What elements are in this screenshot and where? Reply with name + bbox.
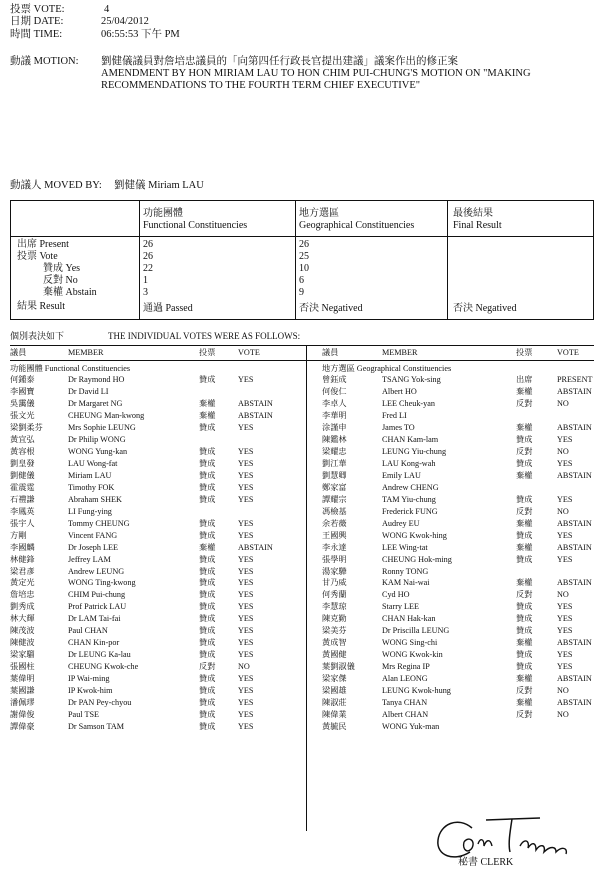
member-name-zh: 黃國健 bbox=[322, 650, 347, 660]
vote-en: NO bbox=[557, 398, 569, 408]
vote-en: YES bbox=[238, 722, 254, 732]
member-name-zh: 霍震霆 bbox=[10, 482, 35, 492]
member-name-zh: 謝偉俊 bbox=[10, 710, 35, 720]
vote-zh: 贊成 bbox=[199, 518, 216, 528]
fc-section-heading: 功能團體 Functional Constituencies bbox=[10, 364, 131, 373]
vote-zh: 贊成 bbox=[199, 650, 216, 660]
member-name-en: Ronny TONG bbox=[382, 566, 429, 576]
gc-column-header-zh: 地方選區 bbox=[299, 208, 339, 219]
member-name-zh: 李慧琼 bbox=[322, 602, 347, 612]
member-name-en: CHEUNG Kwok-che bbox=[68, 662, 139, 672]
member-name-zh: 甘乃威 bbox=[322, 578, 347, 588]
vote-en: ABSTAIN bbox=[238, 542, 273, 552]
mover-name: 劉健儀 Miriam LAU bbox=[114, 180, 204, 191]
member-name-zh: 詹培忠 bbox=[10, 590, 35, 600]
vote-en: YES bbox=[557, 554, 573, 564]
vote-zh: 贊成 bbox=[516, 458, 533, 468]
vote-zh: 棄權 bbox=[516, 518, 533, 528]
vote-en: ABSTAIN bbox=[557, 578, 592, 588]
member-name-en: WONG Kwok-hing bbox=[382, 530, 447, 540]
member-name-en: CHAN Hak-kan bbox=[382, 614, 436, 624]
vote-en: YES bbox=[238, 674, 254, 684]
vote-en: YES bbox=[557, 614, 573, 624]
vote-zh: 贊成 bbox=[516, 554, 533, 564]
member-name-zh: 劉慧卿 bbox=[322, 470, 347, 480]
member-name-en: Emily LAU bbox=[382, 470, 421, 480]
vote-zh: 贊成 bbox=[516, 662, 533, 672]
motion-english-line-1: AMENDMENT BY HON MIRIAM LAU TO HON CHIM PUI-CHUNG'S MOTION ON "MAKING bbox=[101, 68, 531, 79]
member-name-zh: 王國興 bbox=[322, 530, 347, 540]
member-name-en: LEE Wing-tat bbox=[382, 542, 428, 552]
member-name-zh: 梁家傑 bbox=[322, 674, 347, 684]
member-name-en: Dr Joseph LEE bbox=[68, 542, 119, 552]
vote-zh: 反對 bbox=[516, 686, 533, 696]
member-name-zh: 陳淑莊 bbox=[322, 698, 347, 708]
member-name-zh: 梁美芬 bbox=[322, 626, 347, 636]
member-name-en: Jeffrey LAM bbox=[68, 554, 111, 564]
clerk-label: 秘書 CLERK bbox=[458, 857, 514, 868]
member-name-en: Audrey EU bbox=[382, 518, 420, 528]
vote-zh: 贊成 bbox=[516, 602, 533, 612]
member-name-en: TSANG Yok-sing bbox=[382, 375, 441, 384]
vote-zh: 棄權 bbox=[516, 578, 533, 588]
member-name-en: Frederick FUNG bbox=[382, 506, 438, 516]
member-name-en: LEUNG Kwok-hung bbox=[382, 686, 451, 696]
member-name-en: Dr Raymond HO bbox=[68, 375, 125, 384]
member-name-en: Miriam LAU bbox=[68, 470, 112, 480]
result-summary-table bbox=[10, 200, 594, 320]
member-name-en: Starry LEE bbox=[382, 602, 420, 612]
vote-zh: 贊成 bbox=[199, 686, 216, 696]
member-name-en: Dr Priscilla LEUNG bbox=[382, 626, 450, 636]
member-name-en: Dr LAM Tai-fai bbox=[68, 614, 121, 624]
member-name-en: TAM Yiu-chung bbox=[382, 494, 436, 504]
member-name-en: James TO bbox=[382, 422, 415, 432]
left-col-header-member-zh: 議員 bbox=[10, 348, 27, 357]
vote-zh: 贊成 bbox=[199, 422, 216, 432]
vote-zh: 贊成 bbox=[199, 494, 216, 504]
vote-zh: 棄權 bbox=[199, 542, 216, 552]
vote-en: ABSTAIN bbox=[238, 398, 273, 408]
date-value: 25/04/2012 bbox=[101, 16, 149, 27]
gc-abstain-count: 9 bbox=[299, 287, 304, 298]
gc-result: 否決 Negatived bbox=[299, 303, 363, 314]
vote-zh: 贊成 bbox=[199, 602, 216, 612]
member-name-en: WONG Ting-kwong bbox=[68, 578, 136, 588]
vote-zh: 贊成 bbox=[199, 375, 216, 384]
member-name-en: WONG Sing-chi bbox=[382, 638, 438, 648]
left-col-header-member-en: MEMBER bbox=[68, 348, 104, 357]
member-name-zh: 吳靄儀 bbox=[10, 398, 35, 408]
vote-en: ABSTAIN bbox=[557, 386, 592, 396]
vote-zh: 反對 bbox=[516, 506, 533, 516]
right-col-header-vote-en: VOTE bbox=[557, 348, 579, 357]
vote-en: YES bbox=[238, 638, 254, 648]
gc-section-heading: 地方選區 Geographical Constituencies bbox=[322, 364, 452, 373]
member-name-zh: 黃宜弘 bbox=[10, 434, 35, 444]
vote-en: YES bbox=[238, 375, 254, 384]
vote-zh: 棄權 bbox=[516, 386, 533, 396]
member-name-zh: 張學明 bbox=[322, 554, 347, 564]
vote-en: YES bbox=[238, 518, 254, 528]
member-name-zh: 陳健波 bbox=[10, 638, 35, 648]
final-column-header-zh: 最後結果 bbox=[453, 208, 493, 219]
member-name-en: LEUNG Yiu-chung bbox=[382, 446, 447, 456]
member-name-zh: 方剛 bbox=[10, 530, 27, 540]
motion-english-line-2: RECOMMENDATIONS TO THE FOURTH TERM CHIEF EXECUTIVE" bbox=[101, 80, 421, 91]
member-name-en: Timothy FOK bbox=[68, 482, 115, 492]
vote-en: YES bbox=[557, 530, 573, 540]
left-col-header-vote-en: VOTE bbox=[238, 348, 260, 357]
vote-en: NO bbox=[238, 662, 250, 672]
member-name-zh: 余若薇 bbox=[322, 518, 347, 528]
vote-en: YES bbox=[238, 422, 254, 432]
member-name-zh: 李華明 bbox=[322, 410, 347, 420]
member-name-zh: 陳鑑林 bbox=[322, 434, 347, 444]
member-name-en: IP Wai-ming bbox=[68, 674, 110, 684]
member-name-en: WONG Yuk-man bbox=[382, 722, 440, 732]
row-label-result: 結果 Result bbox=[17, 301, 66, 312]
column-divider bbox=[306, 346, 307, 831]
vote-zh: 贊成 bbox=[199, 614, 216, 624]
gc-column-header-en: Geographical Constituencies bbox=[299, 220, 415, 231]
vote-en: YES bbox=[557, 650, 573, 660]
vote-en: PRESENT bbox=[557, 375, 593, 384]
fc-present-count: 26 bbox=[143, 239, 153, 250]
fc-column-header-zh: 功能團體 bbox=[143, 208, 183, 219]
member-name-zh: 潘佩璆 bbox=[10, 698, 35, 708]
member-name-en: Dr Samson TAM bbox=[68, 722, 125, 732]
member-name-zh: 黃毓民 bbox=[322, 722, 347, 732]
vote-en: ABSTAIN bbox=[557, 422, 592, 432]
row-label-abstain: 棄權 Abstain bbox=[43, 287, 97, 298]
vote-en: NO bbox=[557, 506, 569, 516]
member-name-zh: 李國寶 bbox=[10, 386, 35, 396]
vote-zh: 贊成 bbox=[516, 494, 533, 504]
gc-yes-count: 10 bbox=[299, 263, 309, 274]
member-name-zh: 馮檢基 bbox=[322, 506, 347, 516]
member-name-zh: 李國麟 bbox=[10, 542, 35, 552]
row-label-present: 出席 Present bbox=[17, 239, 69, 250]
member-name-en: Andrew CHENG bbox=[382, 482, 439, 492]
member-name-en: Cyd HO bbox=[382, 590, 410, 600]
member-name-en: Dr David LI bbox=[68, 386, 109, 396]
vote-zh: 贊成 bbox=[199, 578, 216, 588]
member-name-zh: 黃定光 bbox=[10, 578, 35, 588]
member-name-en: Mrs Regina IP bbox=[382, 662, 430, 672]
vote-zh: 贊成 bbox=[199, 470, 216, 480]
member-name-en: WONG Kwok-kin bbox=[382, 650, 443, 660]
vote-en: YES bbox=[238, 650, 254, 660]
left-col-header-vote-zh: 投票 bbox=[199, 348, 216, 357]
vote-en: YES bbox=[238, 458, 254, 468]
gc-vote-count: 25 bbox=[299, 251, 309, 262]
member-name-en: WONG Yung-kan bbox=[68, 446, 128, 456]
vote-zh: 棄權 bbox=[516, 638, 533, 648]
vote-number-value: 4 bbox=[104, 4, 110, 15]
vote-number-label: 投票 VOTE: bbox=[10, 4, 65, 15]
member-name-zh: 葉偉明 bbox=[10, 674, 35, 684]
vote-zh: 贊成 bbox=[199, 626, 216, 636]
member-name-en: LI Fung-ying bbox=[68, 506, 112, 516]
fc-abstain-count: 3 bbox=[143, 287, 148, 298]
vote-en: ABSTAIN bbox=[557, 518, 592, 528]
fc-no-count: 1 bbox=[143, 275, 148, 286]
vote-en: YES bbox=[557, 662, 573, 672]
time-value: 06:55:53 下午 PM bbox=[101, 29, 180, 40]
member-name-en: Fred LI bbox=[382, 410, 407, 420]
member-name-en: Dr LEUNG Ka-lau bbox=[68, 650, 131, 660]
vote-zh: 棄權 bbox=[516, 422, 533, 432]
member-name-zh: 葉劉淑儀 bbox=[322, 662, 355, 672]
member-name-zh: 鄭家富 bbox=[322, 482, 347, 492]
vote-en: YES bbox=[238, 590, 254, 600]
member-name-en: CHIM Pui-chung bbox=[68, 590, 126, 600]
fc-result: 通過 Passed bbox=[143, 303, 193, 314]
vote-zh: 贊成 bbox=[516, 650, 533, 660]
member-name-en: LAU Wong-fat bbox=[68, 458, 118, 468]
member-name-en: Tommy CHEUNG bbox=[68, 518, 130, 528]
member-name-en: Alan LEONG bbox=[382, 674, 428, 684]
member-name-zh: 湯家驊 bbox=[322, 566, 347, 576]
vote-en: YES bbox=[238, 710, 254, 720]
vote-en: YES bbox=[238, 530, 254, 540]
vote-en: NO bbox=[557, 710, 569, 720]
vote-zh: 棄權 bbox=[516, 542, 533, 552]
vote-en: ABSTAIN bbox=[557, 698, 592, 708]
vote-en: YES bbox=[238, 554, 254, 564]
date-label: 日期 DATE: bbox=[10, 16, 64, 27]
fc-column-header-en: Functional Constituencies bbox=[143, 220, 248, 231]
member-name-zh: 張宇人 bbox=[10, 518, 35, 528]
member-name-zh: 張文光 bbox=[10, 410, 35, 420]
vote-zh: 反對 bbox=[516, 446, 533, 456]
member-name-en: CHEUNG Hok-ming bbox=[382, 554, 452, 564]
vote-zh: 出席 bbox=[516, 375, 533, 384]
clerk-signature bbox=[428, 812, 594, 864]
signature-text: Con Tacc bbox=[428, 812, 432, 813]
vote-en: YES bbox=[238, 698, 254, 708]
member-name-en: LAU Kong-wah bbox=[382, 458, 436, 468]
member-name-zh: 涂謹申 bbox=[322, 422, 347, 432]
member-name-zh: 譚偉豪 bbox=[10, 722, 35, 732]
member-name-zh: 李永達 bbox=[322, 542, 347, 552]
right-col-header-member-zh: 議員 bbox=[322, 348, 339, 357]
vote-zh: 贊成 bbox=[516, 626, 533, 636]
member-name-en: Dr Philip WONG bbox=[68, 434, 126, 444]
fc-vote-count: 26 bbox=[143, 251, 153, 262]
member-name-zh: 何鍾泰 bbox=[10, 375, 35, 384]
vote-en: ABSTAIN bbox=[557, 470, 592, 480]
member-name-en: CHEUNG Man-kwong bbox=[68, 410, 145, 420]
vote-en: YES bbox=[238, 446, 254, 456]
member-name-zh: 陳偉業 bbox=[322, 710, 347, 720]
vote-en: NO bbox=[557, 590, 569, 600]
vote-zh: 贊成 bbox=[199, 698, 216, 708]
member-name-en: Abraham SHEK bbox=[68, 494, 122, 504]
vote-en: YES bbox=[238, 566, 254, 576]
member-name-zh: 石禮謙 bbox=[10, 494, 35, 504]
member-name-en: Paul TSE bbox=[68, 710, 100, 720]
moved-by-label: 動議人 MOVED BY: bbox=[10, 180, 102, 191]
member-name-zh: 譚耀宗 bbox=[322, 494, 347, 504]
member-name-zh: 李卓人 bbox=[322, 398, 347, 408]
member-name-zh: 陳克勤 bbox=[322, 614, 347, 624]
divider-header bbox=[10, 360, 594, 361]
member-name-zh: 何俊仁 bbox=[322, 386, 347, 396]
member-name-en: CHAN Kam-lam bbox=[382, 434, 439, 444]
motion-chinese-text: 劉健儀議員對詹培忠議員的「向第四任行政長官提出建議」議案作出的修正案 bbox=[101, 56, 458, 67]
vote-zh: 棄權 bbox=[516, 674, 533, 684]
row-label-yes: 贊成 Yes bbox=[43, 263, 81, 274]
vote-en: YES bbox=[238, 626, 254, 636]
vote-en: YES bbox=[557, 458, 573, 468]
vote-zh: 棄權 bbox=[199, 398, 216, 408]
member-name-zh: 陳茂波 bbox=[10, 626, 35, 636]
row-label-vote: 投票 Vote bbox=[17, 251, 58, 262]
individual-votes-title-en: THE INDIVIDUAL VOTES WERE AS FOLLOWS: bbox=[108, 331, 301, 341]
vote-en: YES bbox=[557, 494, 573, 504]
member-name-en: KAM Nai-wai bbox=[382, 578, 430, 588]
vote-zh: 棄權 bbox=[199, 410, 216, 420]
member-name-en: Paul CHAN bbox=[68, 626, 108, 636]
member-name-zh: 劉皇發 bbox=[10, 458, 35, 468]
member-name-zh: 曾鈺成 bbox=[322, 375, 347, 384]
member-name-zh: 梁家騮 bbox=[10, 650, 35, 660]
member-name-zh: 林大輝 bbox=[10, 614, 35, 624]
vote-en: ABSTAIN bbox=[557, 674, 592, 684]
member-name-en: CHAN Kin-por bbox=[68, 638, 120, 648]
vote-zh: 贊成 bbox=[516, 614, 533, 624]
right-col-header-vote-zh: 投票 bbox=[516, 348, 533, 357]
final-result: 否決 Negatived bbox=[453, 303, 517, 314]
vote-zh: 反對 bbox=[516, 710, 533, 720]
vote-en: YES bbox=[238, 482, 254, 492]
member-name-zh: 黃容根 bbox=[10, 446, 35, 456]
vote-zh: 棄權 bbox=[516, 470, 533, 480]
vote-zh: 反對 bbox=[516, 398, 533, 408]
time-label: 時間 TIME: bbox=[10, 29, 63, 40]
divider-top bbox=[10, 345, 594, 346]
vote-en: NO bbox=[557, 446, 569, 456]
vote-zh: 贊成 bbox=[199, 638, 216, 648]
row-label-no: 反對 No bbox=[43, 275, 78, 286]
member-name-zh: 李鳳英 bbox=[10, 506, 35, 516]
vote-zh: 贊成 bbox=[199, 566, 216, 576]
individual-votes-title-zh: 個別表決如下 bbox=[10, 331, 65, 341]
vote-zh: 棄權 bbox=[516, 698, 533, 708]
vote-zh: 贊成 bbox=[516, 434, 533, 444]
vote-en: ABSTAIN bbox=[238, 410, 273, 420]
member-name-zh: 黃成智 bbox=[322, 638, 347, 648]
vote-en: YES bbox=[238, 686, 254, 696]
member-name-en: Dr Margaret NG bbox=[68, 398, 123, 408]
vote-en: ABSTAIN bbox=[557, 542, 592, 552]
vote-en: YES bbox=[557, 602, 573, 612]
vote-en: YES bbox=[238, 602, 254, 612]
member-name-zh: 劉秀成 bbox=[10, 602, 35, 612]
member-name-en: Tanya CHAN bbox=[382, 698, 428, 708]
member-name-en: Albert HO bbox=[382, 386, 417, 396]
member-name-zh: 梁國雄 bbox=[322, 686, 347, 696]
member-name-en: Prof Patrick LAU bbox=[68, 602, 127, 612]
vote-en: YES bbox=[238, 470, 254, 480]
member-name-en: Vincent FANG bbox=[68, 530, 118, 540]
member-name-en: IP Kwok-him bbox=[68, 686, 113, 696]
vote-zh: 贊成 bbox=[199, 710, 216, 720]
member-name-en: LEE Cheuk-yan bbox=[382, 398, 435, 408]
gc-present-count: 26 bbox=[299, 239, 309, 250]
member-name-en: Andrew LEUNG bbox=[68, 566, 125, 576]
vote-en: YES bbox=[238, 578, 254, 588]
member-name-zh: 劉江華 bbox=[322, 458, 347, 468]
vote-zh: 贊成 bbox=[199, 674, 216, 684]
member-name-zh: 葉國謙 bbox=[10, 686, 35, 696]
right-col-header-member-en: MEMBER bbox=[382, 348, 418, 357]
member-name-zh: 梁劉柔芬 bbox=[10, 422, 43, 432]
vote-en: YES bbox=[557, 434, 573, 444]
vote-zh: 贊成 bbox=[199, 458, 216, 468]
member-name-zh: 何秀蘭 bbox=[322, 590, 347, 600]
member-name-en: Mrs Sophie LEUNG bbox=[68, 422, 136, 432]
vote-en: YES bbox=[238, 614, 254, 624]
member-name-en: Albert CHAN bbox=[382, 710, 429, 720]
member-name-zh: 梁耀忠 bbox=[322, 446, 347, 456]
member-name-zh: 梁君彥 bbox=[10, 566, 35, 576]
vote-en: YES bbox=[238, 494, 254, 504]
member-name-zh: 林健鋒 bbox=[10, 554, 35, 564]
vote-zh: 贊成 bbox=[199, 722, 216, 732]
vote-en: YES bbox=[557, 626, 573, 636]
vote-en: NO bbox=[557, 686, 569, 696]
vote-zh: 贊成 bbox=[199, 554, 216, 564]
final-column-header-en: Final Result bbox=[453, 220, 502, 231]
member-name-en: Dr PAN Pey-chyou bbox=[68, 698, 132, 708]
fc-yes-count: 22 bbox=[143, 263, 153, 274]
motion-label: 動議 MOTION: bbox=[10, 56, 79, 67]
vote-zh: 贊成 bbox=[516, 530, 533, 540]
vote-zh: 贊成 bbox=[199, 482, 216, 492]
vote-en: ABSTAIN bbox=[557, 638, 592, 648]
member-name-zh: 劉健儀 bbox=[10, 470, 35, 480]
vote-zh: 贊成 bbox=[199, 530, 216, 540]
vote-zh: 贊成 bbox=[199, 446, 216, 456]
gc-no-count: 6 bbox=[299, 275, 304, 286]
vote-zh: 反對 bbox=[516, 590, 533, 600]
vote-zh: 反對 bbox=[199, 662, 216, 672]
member-name-zh: 張國柱 bbox=[10, 662, 35, 672]
vote-zh: 贊成 bbox=[199, 590, 216, 600]
